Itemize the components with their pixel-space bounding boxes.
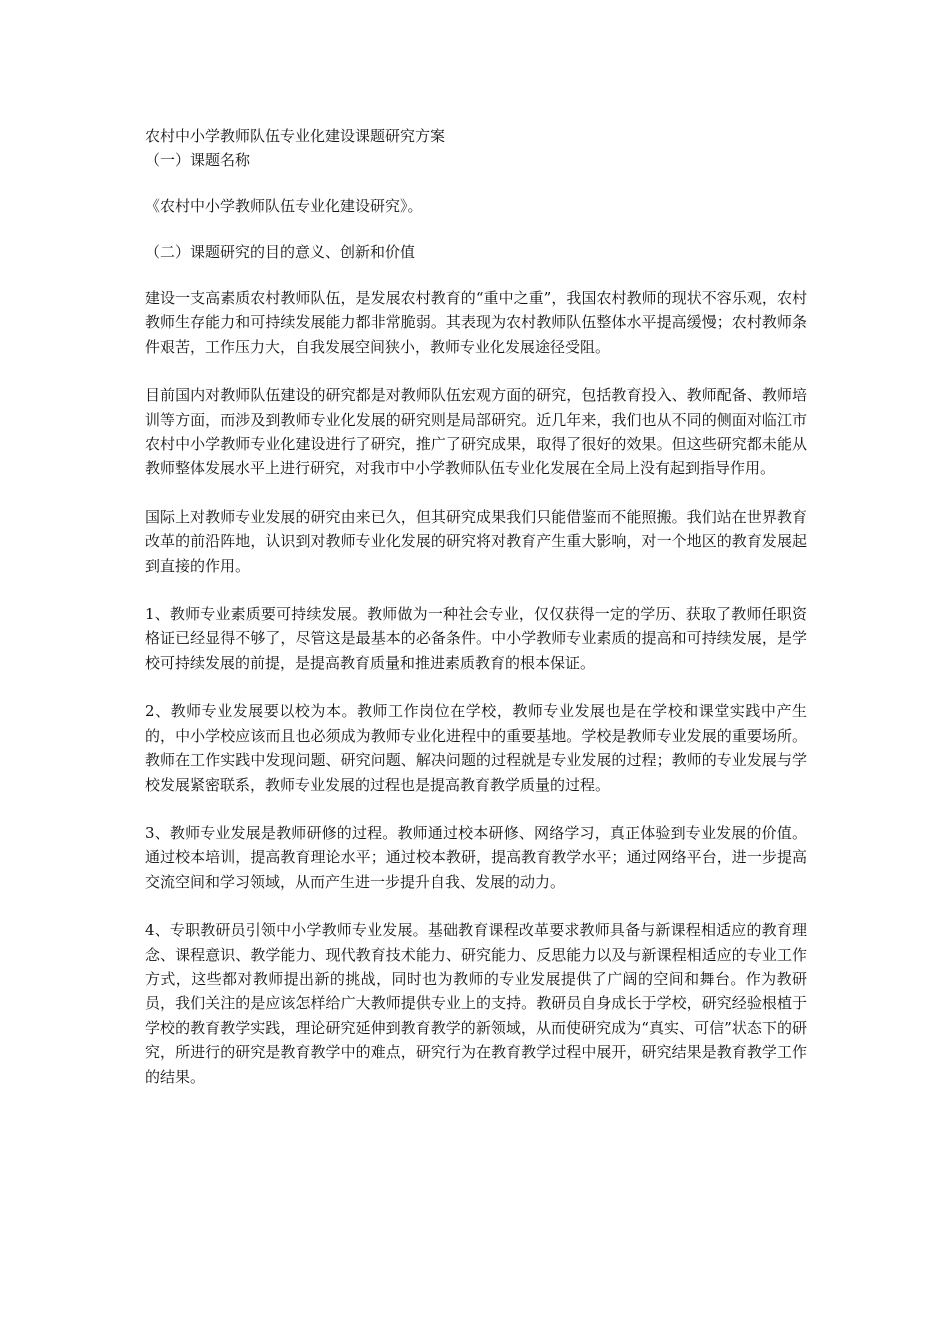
paragraph-rural-teachers: 建设一支高素质农村教师队伍，是发展农村教育的“重中之重”，我国农村教师的现状不容乐观，农村教师生存能力和可持续发展能力都非常脆弱。其表现为农村教师队伍整体水平提高缓慢；农村教师条件艰苦，工作压力大，自我发展空间狭小，教师专业化发展途径受阻。 xyxy=(145,289,807,356)
spacer xyxy=(145,578,807,602)
section-heading-purpose: （二）课题研究的目的意义、创新和价值 xyxy=(145,243,416,261)
paragraph-international-research: 国际上对教师专业发展的研究由来已久，但其研究成果我们只能借鉴而不能照搬。我们站在世界教育改革的前沿阵地，认识到对教师专业化发展的研究将对教育产生重大影响，对一个地区的教育发展起到直接的作用。 xyxy=(145,507,807,575)
topic-name: 《农村中小学教师队伍专业化建设研究》。 xyxy=(145,197,423,215)
spacer xyxy=(145,894,807,918)
paragraph-point-4: 4、专职教研员引领中小学教师专业发展。基础教育课程改革要求教师具备与新课程相适应的教育理念、课程意识、教学能力、现代教育技术能力、研究能力、反思能力以及与新课程相适应的专业工作方式，这些都对教师提出新的挑战，同时也为教师的专业发展提供了广阔的空间和舞台。作为教研员，我们关注的是应该怎样给广大教师提供专业上的支持。教研员自身成长于学校，研究经验根植于学校的教育教学实践，理论研究延伸到教育教学的新领域，从而使研究成为“真实、可信”状态下的研究，所进行的研究是教育教学中的难点，研究行为在教育教学过程中展开，研究结果是教育教学工作的结果。 xyxy=(145,921,807,1086)
paragraph-point-1: 1、教师专业素质要可持续发展。教师做为一种社会专业，仅仅获得一定的学历、获取了教师任职资格证已经显得不够了，尽管这是最基本的必备条件。中小学教师专业素质的提高和可持续发展，是学校可持续发展的前提，是提高教育质量和推进素质教育的根本保证。 xyxy=(145,605,807,672)
paragraph-domestic-research: 目前国内对教师队伍建设的研究都是对教师队伍宏观方面的研究，包括教育投入、教师配备、教师培训等方面，而涉及到教师专业化发展的研究则是局部研究。近几年来，我们也从不同的侧面对临江市农村中小学教师专业化建设进行了研究，推广了研究成果，取得了很好的效果。但这些研究都未能从教师整体发展水平上进行研究，对我市中小学教师队伍专业化发展在全局上没有起到指导作用。 xyxy=(145,386,807,478)
paragraph-point-2: 2、教师专业发展要以校为本。教师工作岗位在学校，教师专业发展也是在学校和课堂实践中产生的，中小学校应该而且也必须成为教师专业化进程中的重要基地。学校是教师专业发展的重要场所。教师在工作实践中发现问题、研究问题、解决问题的过程就是专业发展的过程；教师的专业发展与学校发展紧密联系，教师专业发展的过程也是提高教育教学质量的过程。 xyxy=(145,702,807,794)
spacer xyxy=(145,359,807,383)
paragraph-point-3: 3、教师专业发展是教师研修的过程。教师通过校本研修、网络学习，真正体验到专业发展的价值。通过校本培训，提高教育理论水平；通过校本教研，提高教育教学水平；通过网络平台，进一步提高交流空间和学习领域，从而产生进一步提升自我、发展的动力。 xyxy=(145,823,807,891)
document-title: 农村中小学教师队伍专业化建设课题研究方案 xyxy=(145,127,446,145)
spacer xyxy=(145,675,807,699)
spacer xyxy=(145,218,807,240)
document-page xyxy=(145,124,807,1089)
section-heading-topic-name: （一）课题名称 xyxy=(145,151,251,169)
spacer xyxy=(145,264,807,286)
spacer xyxy=(145,172,807,194)
spacer xyxy=(145,797,807,821)
spacer xyxy=(145,481,807,505)
